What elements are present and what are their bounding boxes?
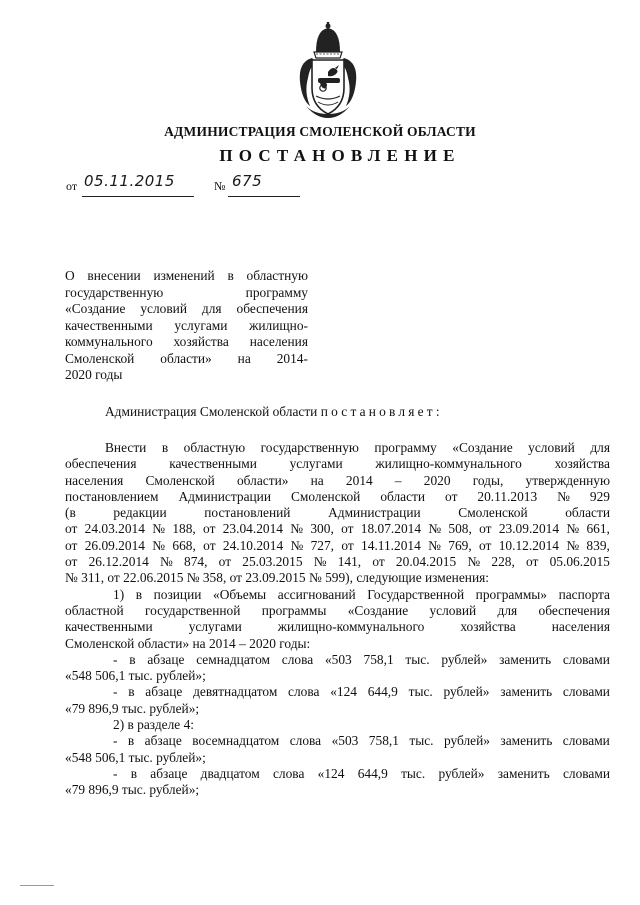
body-line: «548 506,1 тыс. рублей»; xyxy=(65,668,206,684)
intro-spaced-word: постановляет: xyxy=(320,404,443,419)
body-line: населения Смоленской области» на 2014 – 2020 годы, утвержденную xyxy=(65,472,610,488)
subject-line: 2020 годы xyxy=(65,367,123,382)
date-value: 05.11.2015 xyxy=(84,172,175,190)
subject-line: «Создание условий для обеспечения xyxy=(65,301,308,316)
subject-line: О внесении изменений в областную xyxy=(65,268,308,283)
document-subject xyxy=(65,268,308,384)
intro-text: Администрация Смоленской области xyxy=(105,404,321,419)
body-line: обеспечения качественными услугами жилищно-коммунального хозяйства xyxy=(65,456,610,472)
body-line: 1) в позиции «Объемы ассигнований Государственной программы» паспорта xyxy=(113,586,610,602)
body-line: (в редакции постановлений Администрации Смоленской области xyxy=(65,505,610,521)
resolution-body xyxy=(65,440,610,799)
body-line: - в абзаце семнадцатом слова «503 758,1 тыс. рублей» заменить словами xyxy=(113,651,610,667)
date-underline xyxy=(82,196,194,197)
subject-line: Смоленской области» на 2014- xyxy=(65,350,308,366)
body-line: качественными услугами жилищно-коммунального хозяйства населения xyxy=(65,619,610,635)
body-line: Внести в областную государственную программу «Создание условий для xyxy=(105,440,610,455)
number-value: 675 xyxy=(232,172,263,190)
body-line: постановлением Администрации Смоленской области от 20.11.2013 № 929 xyxy=(65,488,610,504)
body-line: - в абзаце двадцатом слова «124 644,9 тыс. рублей» заменить словами xyxy=(113,765,610,781)
body-line: - в абзаце девятнадцатом слова «124 644,9 тыс. рублей» заменить словами xyxy=(113,684,610,700)
body-line: № 311, от 22.06.2015 № 358, от 23.09.2015 № 599), следующие изменения: xyxy=(65,570,490,586)
footer-divider xyxy=(20,885,54,886)
body-line: 2) в разделе 4: xyxy=(113,717,195,733)
body-line: от 26.09.2014 № 668, от 24.10.2014 № 727, от 14.11.2014 № 769, от 10.12.2014 № 839, xyxy=(65,537,610,553)
subject-line: качественными услугами жилищно- xyxy=(65,317,308,333)
number-underline xyxy=(228,196,300,197)
organization-name: АДМИНИСТРАЦИЯ СМОЛЕНСКОЙ ОБЛАСТИ xyxy=(164,124,476,139)
body-line: от 26.12.2014 № 874, от 25.03.2015 № 141, от 20.04.2015 № 228, от 05.06.2015 xyxy=(65,554,610,570)
body-line: от 24.03.2014 № 188, от 23.04.2014 № 300, от 18.07.2014 № 508, от 23.09.2014 № 661, xyxy=(65,521,610,537)
number-label: № xyxy=(214,179,226,193)
body-line: «79 896,9 тыс. рублей»; xyxy=(65,700,200,716)
document-type-title: ПОСТАНОВЛЕНИЕ xyxy=(219,146,461,165)
body-line: «79 896,9 тыс. рублей»; xyxy=(65,782,200,798)
subject-line: государственную программу xyxy=(65,284,308,300)
date-label: от xyxy=(66,179,78,193)
body-line: Смоленской области» на 2014 – 2020 годы: xyxy=(65,635,311,651)
resolution-intro xyxy=(105,404,443,420)
body-line: «548 506,1 тыс. рублей»; xyxy=(65,749,206,765)
body-line: областной государственной программы «Создание условий для обеспечения xyxy=(65,602,610,618)
body-line: - в абзаце восемнадцатом слова «503 758,1 тыс. рублей» заменить словами xyxy=(113,733,610,749)
coat-of-arms-icon xyxy=(292,22,364,122)
subject-line: коммунального хозяйства населения xyxy=(65,334,308,349)
